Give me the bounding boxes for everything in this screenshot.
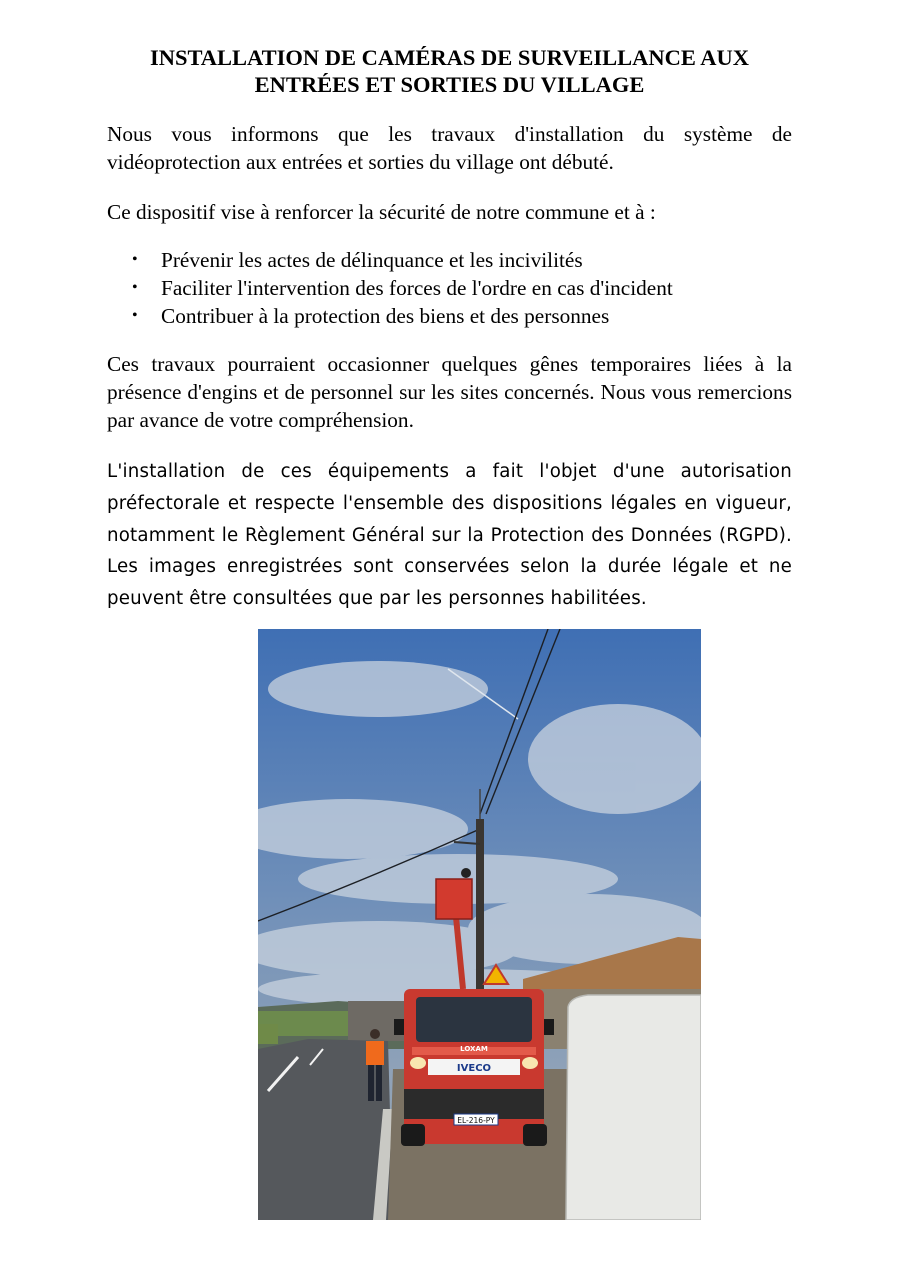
worker-in-bucket: [461, 868, 471, 878]
legal-paragraph: L'installation de ces équipements a fait l'objet d'une autorisation préfectorale et respecte l'ensemble des dispositions légales en vigueur, notamment le Règlement Général sur la Protection des Données (RGPD). Les images enregistrées sont conservées selon la durée légale et ne peuvent être consultées que par les personnes habilitées.: [107, 461, 792, 610]
truck-brand-label: LOXAM: [460, 1045, 488, 1053]
bullet-icon: •: [132, 251, 138, 268]
aerial-bucket: [436, 879, 472, 919]
objectives-list: [107, 246, 792, 330]
list-item: • Faciliter l'intervention des forces de l'ordre en cas d'incident: [132, 276, 673, 300]
truck: [394, 989, 554, 1146]
list-item: • Prévenir les actes de délinquance et les incivilités: [132, 248, 583, 272]
page-title: [100, 44, 799, 98]
bullet-icon: •: [132, 279, 138, 296]
purpose-paragraph: Ce dispositif vise à renforcer la sécurité de notre commune et à :: [107, 200, 656, 224]
white-van: [566, 995, 701, 1220]
intro-paragraph: Nous vous informons que les travaux d'installation du système de vidéoprotection aux entrées et sorties du village ont débuté.: [107, 122, 792, 174]
title-line-1: INSTALLATION DE CAMÉRAS DE SURVEILLANCE AUX: [149, 45, 750, 70]
truck-grille-label: IVECO: [456, 1063, 492, 1074]
installation-photo: [258, 629, 701, 1220]
list-item: • Contribuer à la protection des biens et des personnes: [132, 304, 610, 328]
bullet-icon: •: [132, 307, 138, 324]
works-paragraph: Ces travaux pourraient occasionner quelques gênes temporaires liées à la présence d'engins et de personnel sur les sites concernés. Nous vous remercions par avance de votre compréhension.: [107, 352, 792, 432]
title-line-2: ENTRÉES ET SORTIES DU VILLAGE: [254, 72, 645, 97]
license-plate: EL-216-PY: [457, 1116, 495, 1125]
